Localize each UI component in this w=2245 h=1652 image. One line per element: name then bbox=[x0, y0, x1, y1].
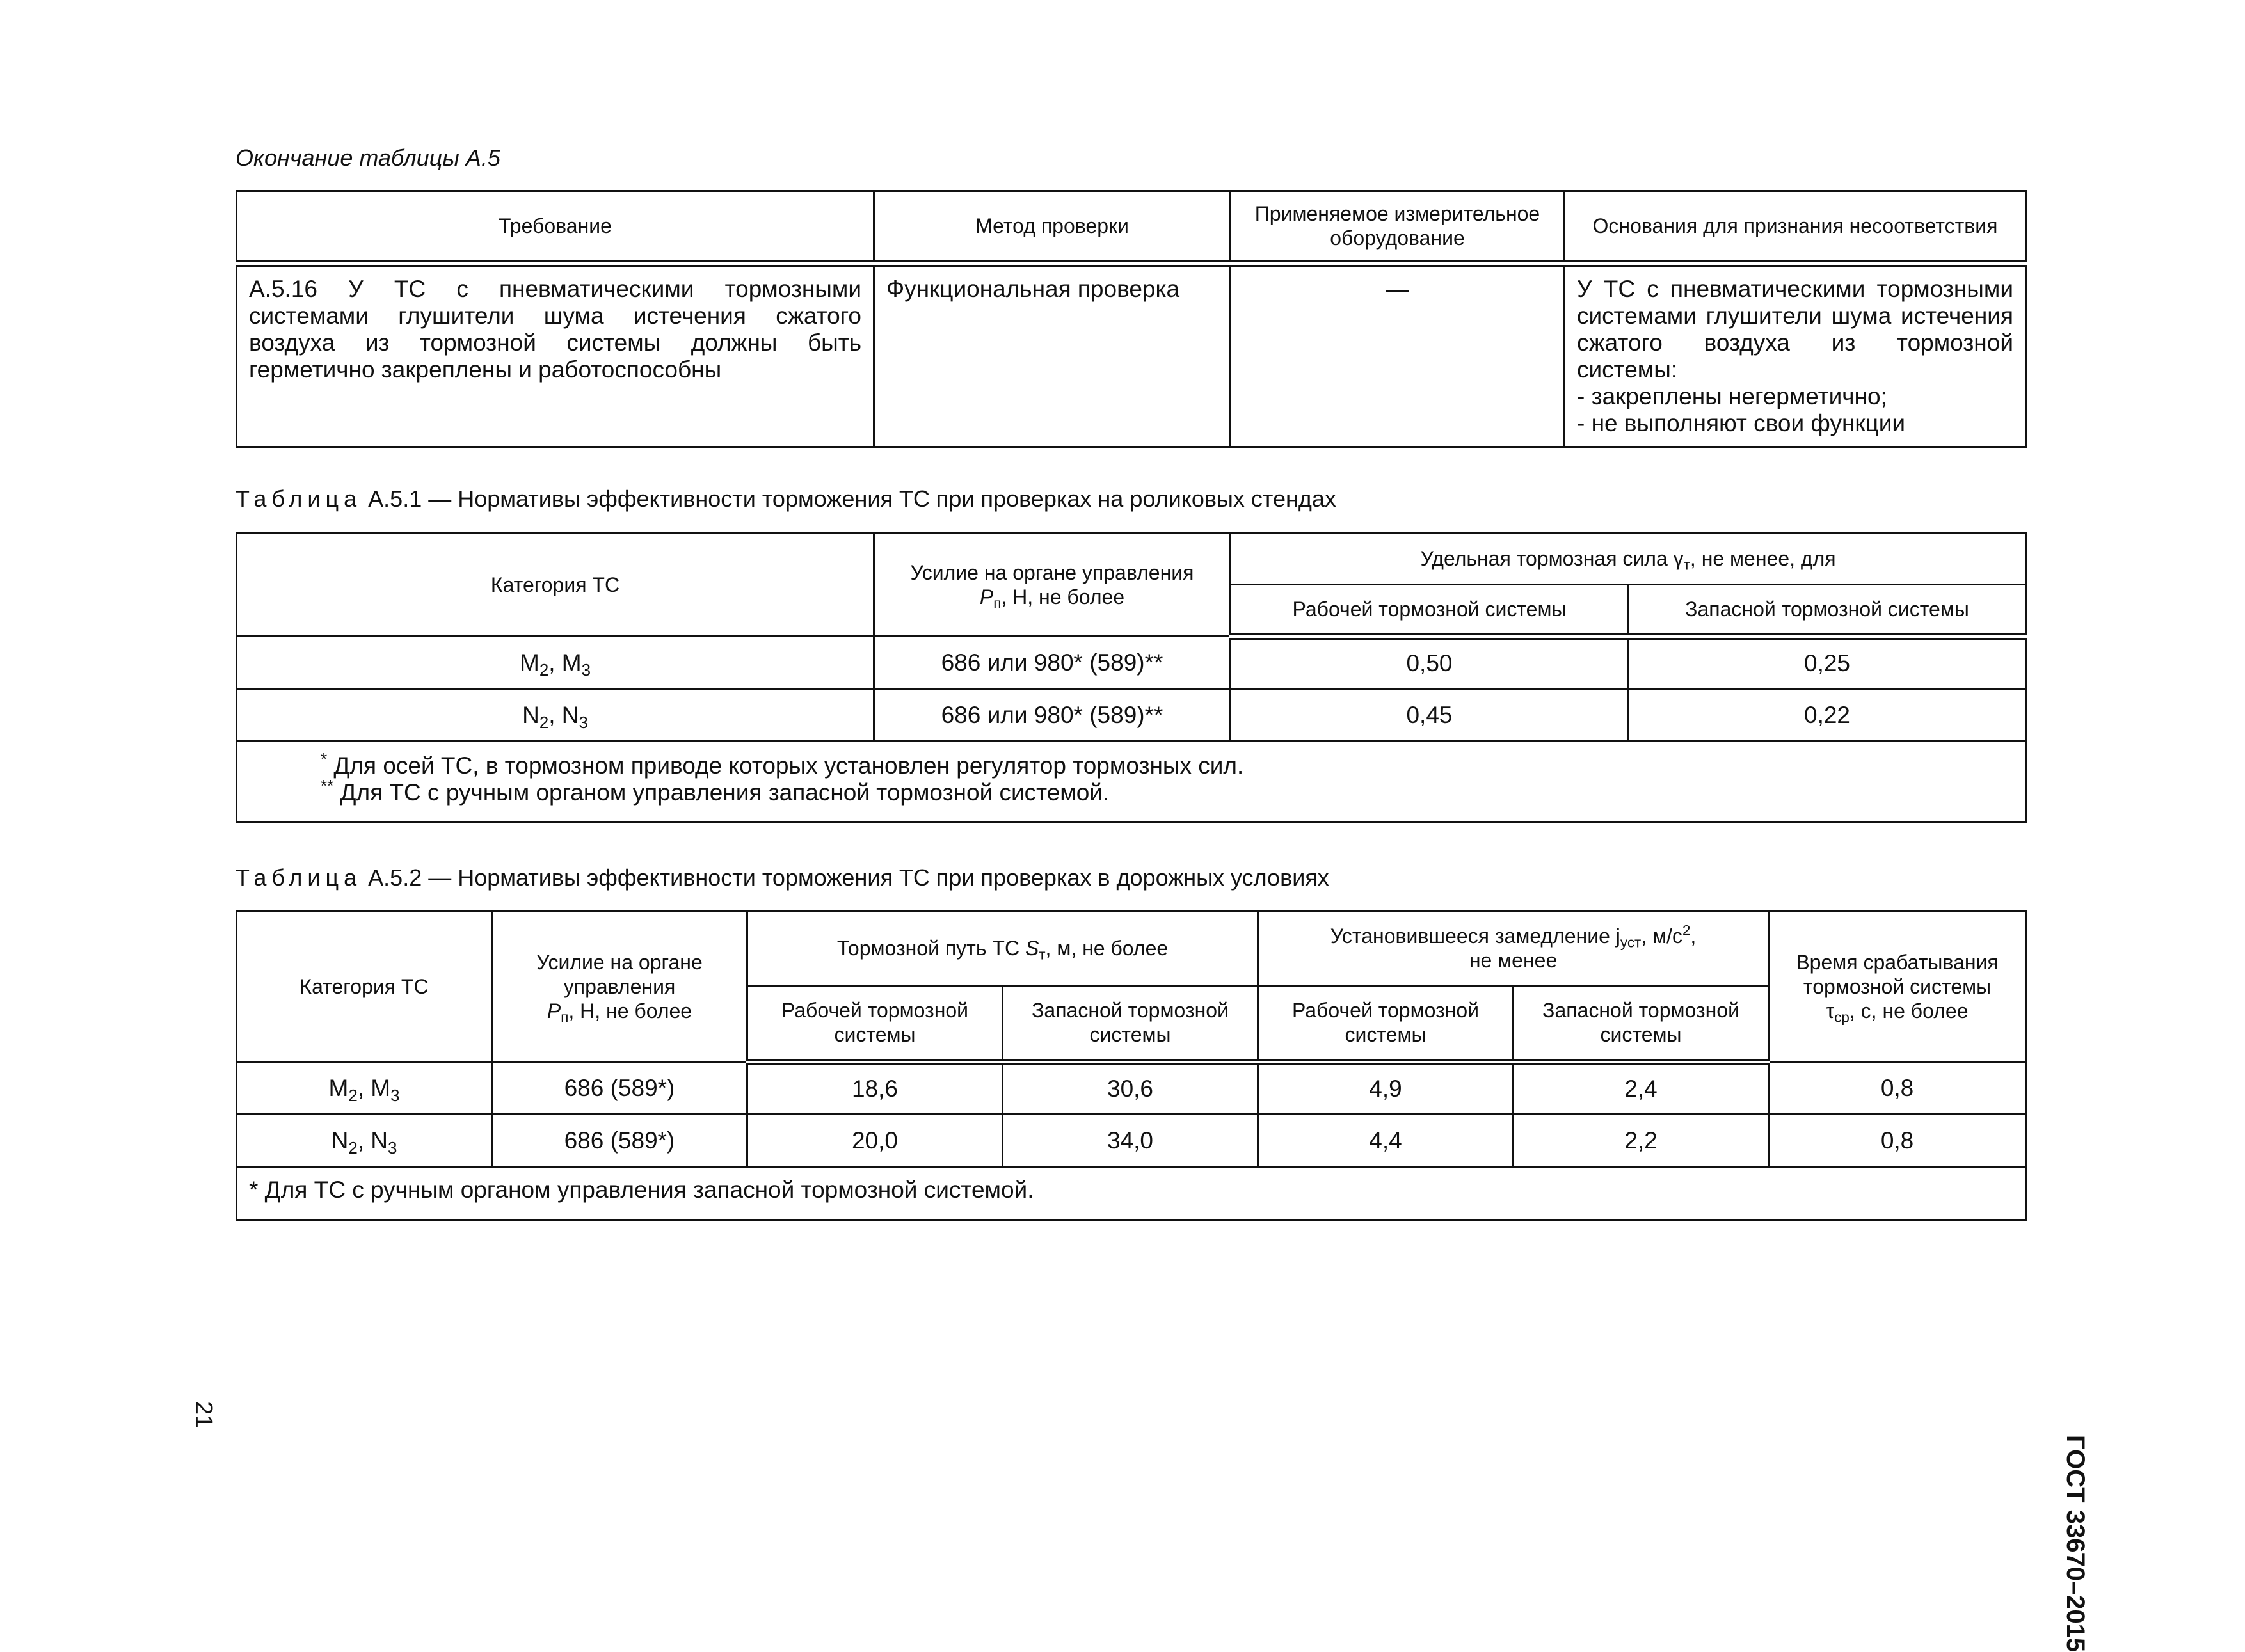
category-cell bbox=[237, 689, 874, 742]
force-symbol: P bbox=[547, 999, 561, 1022]
category-a: M bbox=[328, 1074, 349, 1101]
equipment-cell: — bbox=[1231, 264, 1565, 447]
category-a: M bbox=[519, 649, 539, 676]
header-control-force-label: Усилие на органе управления bbox=[910, 560, 1194, 584]
decel-sup: 2 bbox=[1682, 922, 1691, 939]
category-b-sub: 3 bbox=[390, 1086, 400, 1105]
header-control-force bbox=[492, 911, 747, 1062]
grounds-item: - не выполняют свои функции bbox=[1577, 409, 1906, 436]
footnote-mark: ** bbox=[321, 777, 334, 795]
category-b: N bbox=[561, 701, 579, 728]
category-b-sub: 3 bbox=[581, 661, 591, 679]
footnote bbox=[321, 779, 2025, 806]
decel-service-cell: 4,9 bbox=[1258, 1062, 1514, 1115]
table-a51 bbox=[236, 532, 2027, 823]
grounds-item: - закреплены негерметично; bbox=[1577, 383, 1887, 409]
gamma-symbol-sub: т bbox=[1683, 557, 1690, 573]
category-a: N bbox=[331, 1127, 349, 1154]
force-cell: 686 или 980* (589)** bbox=[874, 689, 1231, 742]
distance-reserve-cell: 34,0 bbox=[1003, 1115, 1258, 1167]
category-a: N bbox=[522, 701, 539, 728]
decel-mid: , м/с bbox=[1641, 925, 1682, 948]
decel-reserve-cell: 2,2 bbox=[1514, 1115, 1769, 1167]
footnote-mark: * bbox=[321, 750, 328, 768]
decel-prefix: Установившееся замедление j bbox=[1330, 925, 1620, 948]
page-number: 21 bbox=[190, 1401, 217, 1429]
table-a51-title bbox=[236, 485, 1336, 513]
footnotes-cell bbox=[237, 742, 2026, 822]
force-unit: , Н, не более bbox=[568, 999, 692, 1022]
service-cell: 0,45 bbox=[1231, 689, 1629, 742]
distance-symbol: S bbox=[1025, 937, 1039, 960]
grounds-cell bbox=[1565, 264, 2026, 447]
footnote bbox=[321, 752, 2025, 779]
requirement-cell: А.5.16 У ТС с пневматическими тормозными системами глушители шума истечения сжатого воздуха из тормозной системы должны быть герметично закреплены и работоспособны bbox=[237, 264, 874, 447]
table-a51-title-text: А.5.1 — Нормативы эффективности торможения ТС при проверках на роликовых стендах bbox=[362, 486, 1336, 512]
response-cell: 0,8 bbox=[1769, 1115, 2026, 1167]
distance-prefix: Тормозной путь ТС bbox=[836, 937, 1025, 960]
category-b-sub: 3 bbox=[579, 713, 588, 732]
response-label: Время срабатывания тормозной системы bbox=[1796, 950, 1999, 998]
category-a-sub: 2 bbox=[539, 713, 549, 732]
decel-suffix: , bbox=[1690, 925, 1697, 948]
header-control-force bbox=[874, 533, 1231, 637]
category-separator: , bbox=[548, 649, 562, 676]
header-requirement: Требование bbox=[237, 191, 874, 264]
decel-line2: не менее bbox=[1469, 949, 1558, 972]
header-decel-reserve: Запасной тормозной системы bbox=[1514, 986, 1769, 1062]
force-cell: 686 или 980* (589)** bbox=[874, 637, 1231, 689]
response-cell: 0,8 bbox=[1769, 1062, 2026, 1115]
response-suffix: , с, не более bbox=[1849, 999, 1969, 1022]
force-cell: 686 (589*) bbox=[492, 1115, 747, 1167]
service-cell: 0,50 bbox=[1231, 637, 1629, 689]
header-specific-brake-force bbox=[1231, 533, 2026, 585]
table-a52-title-text: А.5.2 — Нормативы эффективности торможения ТС при проверках в дорожных условиях bbox=[362, 864, 1329, 891]
category-separator: , bbox=[357, 1127, 371, 1154]
header-decel-service: Рабочей тормозной системы bbox=[1258, 986, 1514, 1062]
table-row bbox=[237, 1115, 2026, 1167]
footnote-text: Для ТС с ручным органом управления запасной тормозной системой. bbox=[333, 779, 1110, 806]
table-footnotes-row bbox=[237, 742, 2026, 822]
table-row bbox=[237, 1062, 2026, 1115]
distance-suffix: , м, не более bbox=[1045, 937, 1169, 960]
table-row bbox=[237, 689, 2026, 742]
force-symbol: P bbox=[979, 585, 994, 608]
header-category: Категория ТС bbox=[237, 533, 874, 637]
category-a-sub: 2 bbox=[348, 1086, 358, 1105]
category-b: M bbox=[371, 1074, 391, 1101]
header-reserve-brake: Запасной тормозной системы bbox=[1629, 585, 2026, 637]
header-braking-distance bbox=[747, 911, 1258, 986]
specific-force-prefix: Удельная тормозная сила bbox=[1420, 547, 1674, 570]
method-cell: Функциональная проверка bbox=[874, 264, 1231, 447]
specific-force-suffix: , не менее, для bbox=[1690, 547, 1836, 570]
force-symbol-sub: п bbox=[993, 595, 1002, 612]
standard-designation: ГОСТ 33670–2015 bbox=[2061, 1435, 2089, 1652]
category-b: N bbox=[371, 1127, 388, 1154]
distance-reserve-cell: 30,6 bbox=[1003, 1062, 1258, 1115]
table-footnotes-row bbox=[237, 1167, 2026, 1220]
distance-service-cell: 20,0 bbox=[747, 1115, 1003, 1167]
reserve-cell: 0,25 bbox=[1629, 637, 2026, 689]
category-cell bbox=[237, 637, 874, 689]
header-equipment: Применяемое измерительное оборудование bbox=[1231, 191, 1565, 264]
category-b-sub: 3 bbox=[388, 1139, 397, 1157]
header-distance-service: Рабочей тормозной системы bbox=[747, 986, 1003, 1062]
distance-service-cell: 18,6 bbox=[747, 1062, 1003, 1115]
category-separator: , bbox=[548, 701, 562, 728]
category-a-sub: 2 bbox=[539, 661, 549, 679]
header-method: Метод проверки bbox=[874, 191, 1231, 264]
force-cell: 686 (589*) bbox=[492, 1062, 747, 1115]
header-service-brake: Рабочей тормозной системы bbox=[1231, 585, 1629, 637]
force-unit: , Н, не более bbox=[1001, 585, 1125, 608]
table-word: Таблица bbox=[236, 864, 362, 891]
header-grounds: Основания для признания несоответствия bbox=[1565, 191, 2026, 264]
category-a-sub: 2 bbox=[348, 1139, 358, 1157]
category-cell bbox=[237, 1115, 492, 1167]
reserve-cell: 0,22 bbox=[1629, 689, 2026, 742]
category-cell bbox=[237, 1062, 492, 1115]
tau-symbol-sub: ср bbox=[1834, 1009, 1850, 1026]
header-response-time bbox=[1769, 911, 2026, 1062]
decel-reserve-cell: 2,4 bbox=[1514, 1062, 1769, 1115]
table-a52-title bbox=[236, 864, 1329, 892]
footnote-cell: * Для ТС с ручным органом управления запасной тормозной системой. bbox=[237, 1167, 2026, 1220]
force-symbol-sub: п bbox=[561, 1009, 569, 1026]
gamma-symbol: γ bbox=[1673, 547, 1684, 570]
decel-service-cell: 4,4 bbox=[1258, 1115, 1514, 1167]
tau-symbol: τ bbox=[1826, 999, 1835, 1022]
header-control-force-label: Усилие на органе управления bbox=[536, 950, 703, 998]
table-continuation-caption: Окончание таблицы А.5 bbox=[236, 145, 500, 171]
category-separator: , bbox=[357, 1074, 371, 1101]
distance-symbol-sub: т bbox=[1039, 946, 1046, 963]
decel-sub: уст bbox=[1620, 934, 1642, 951]
header-category: Категория ТС bbox=[237, 911, 492, 1062]
table-a52 bbox=[236, 910, 2027, 1221]
category-b: M bbox=[561, 649, 582, 676]
table-row bbox=[237, 637, 2026, 689]
table-a5 bbox=[236, 190, 2027, 448]
table-word: Таблица bbox=[236, 486, 362, 512]
footnote-text: Для осей ТС, в тормозном приводе которых установлен регулятор тормозных сил. bbox=[327, 752, 1244, 779]
header-deceleration bbox=[1258, 911, 1769, 986]
header-distance-reserve: Запасной тормозной системы bbox=[1003, 986, 1258, 1062]
grounds-text: У ТС с пневматическими тормозными системами глушители шума истечения сжатого воздуха из тормозной системы: bbox=[1577, 275, 2013, 383]
table-row bbox=[237, 264, 2026, 447]
